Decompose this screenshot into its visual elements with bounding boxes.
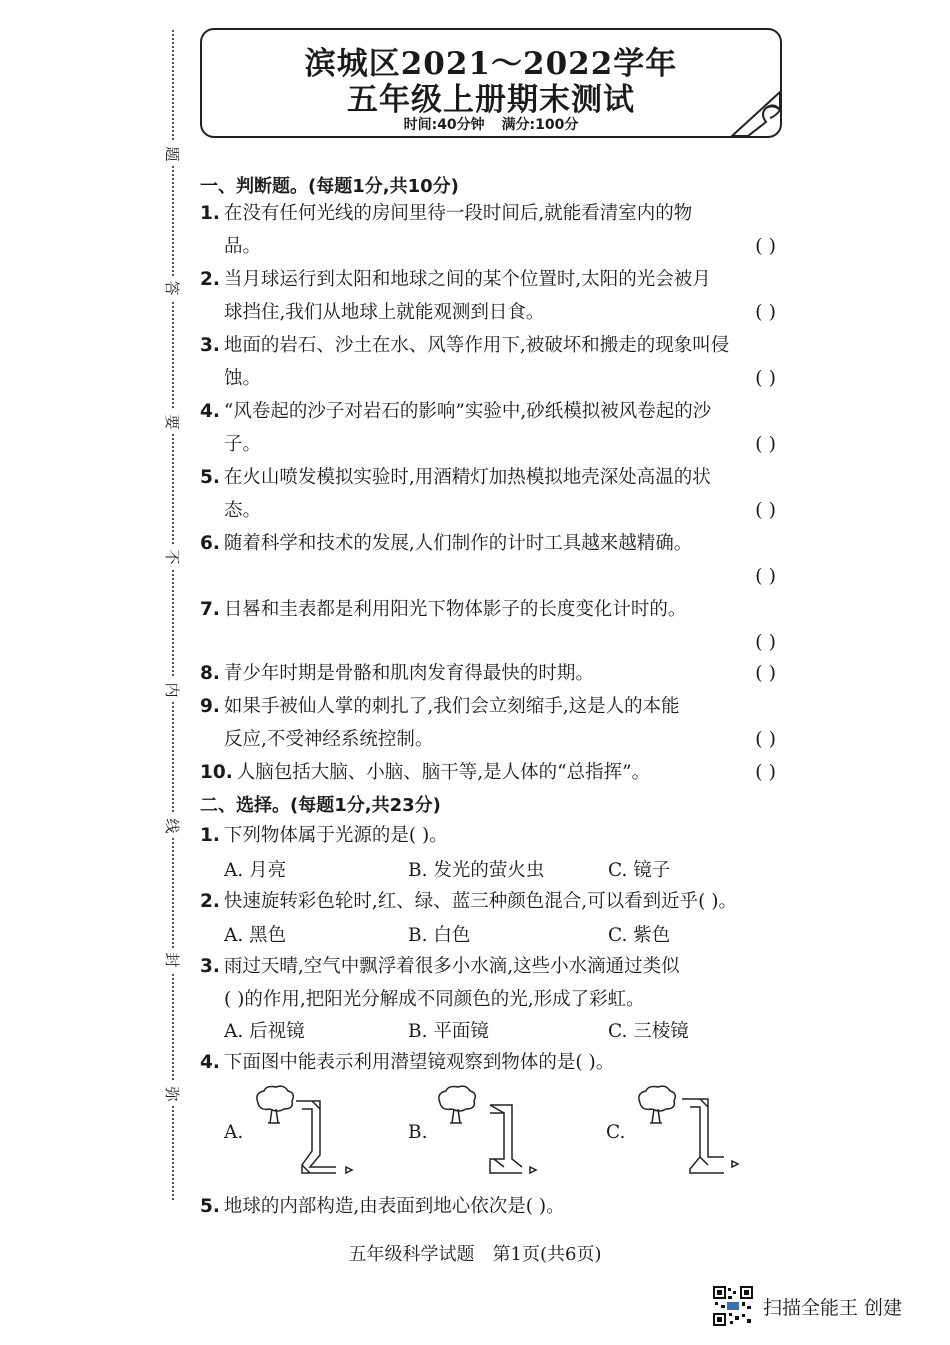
- option-a[interactable]: A. 黑色: [224, 925, 287, 946]
- option-c[interactable]: C. 紫色: [608, 925, 671, 946]
- qr-code-icon: [713, 1286, 753, 1326]
- binding-char: 题: [160, 142, 184, 166]
- answer-paren[interactable]: ( ): [755, 499, 776, 521]
- exam-info: [202, 114, 780, 134]
- binding-char: 内: [160, 678, 184, 702]
- answer-paren[interactable]: ( ): [755, 761, 776, 783]
- tree-icon: [639, 1086, 675, 1123]
- periscope-diagram-c: [632, 1085, 748, 1177]
- option-b[interactable]: B. 发光的萤火虫: [408, 860, 545, 881]
- section-2-title: 二、选择。(每题1分,共23分): [200, 795, 441, 816]
- binding-char: 弥: [160, 1082, 184, 1106]
- judge-question-4: 4. “风卷起的沙子对岩石的影响”实验中,砂纸模拟被风卷起的沙 子。 ( ): [200, 395, 780, 461]
- judge-question-10: 10. 人脑包括大脑、小脑、脑干等,是人体的“总指挥”。 ( ): [200, 756, 780, 789]
- tree-icon: [257, 1086, 293, 1123]
- answer-paren[interactable]: ( ): [755, 565, 776, 587]
- judge-question-5: 5. 在火山喷发模拟实验时,用酒精灯加热模拟地壳深处高温的状 态。 ( ): [200, 461, 780, 527]
- option-c[interactable]: C. 三棱镜: [608, 1021, 689, 1042]
- choice-question-5: 5. 地球的内部构造,由表面到地心依次是( )。: [200, 1196, 565, 1217]
- answer-paren[interactable]: ( ): [755, 367, 776, 389]
- binding-char: 答: [160, 276, 184, 300]
- title-banner: [200, 28, 782, 138]
- judge-question-8: 8. 青少年时期是骨骼和肌肉发育得最快的时期。 ( ): [200, 657, 780, 690]
- option-b[interactable]: B. 白色: [408, 925, 471, 946]
- page-footer: 五年级科学试题 第1页(共6页): [348, 1244, 602, 1265]
- option-b[interactable]: B. 平面镜: [408, 1021, 489, 1042]
- scanner-watermark: [713, 1286, 902, 1326]
- judge-question-6: 6. 随着科学和技术的发展,人们制作的计时工具越来越精确。 ( ): [200, 527, 780, 560]
- option-a[interactable]: A. 后视镜: [224, 1021, 305, 1042]
- answer-paren[interactable]: ( ): [755, 301, 776, 323]
- choice-question-2: 2. 快速旋转彩色轮时,红、绿、蓝三种颜色混合,可以看到近乎( )。: [200, 891, 737, 912]
- judge-question-2: 2. 当月球运行到太阳和地球之间的某个位置时,太阳的光会被月 球挡住,我们从地球上就能观测到日食。 ( ): [200, 263, 780, 329]
- binding-char: 不: [160, 545, 184, 569]
- binding-char: 线: [160, 814, 184, 838]
- tree-icon: [439, 1086, 475, 1123]
- periscope-diagram-a: [250, 1085, 362, 1177]
- judge-question-9: 9. 如果手被仙人掌的刺扎了,我们会立刻缩手,这是人的本能 反应,不受神经系统控制。 ( ): [200, 690, 780, 756]
- periscope-diagram-b: [432, 1085, 544, 1177]
- exam-subtitle: 五年级上册期末测试: [347, 82, 635, 118]
- answer-paren[interactable]: ( ): [755, 235, 776, 257]
- watermark-text: 扫描全能王 创建: [763, 1296, 903, 1319]
- judge-question-7: 7. 日晷和圭表都是利用阳光下物体影子的长度变化计时的。 ( ): [200, 593, 780, 626]
- diagram-label-b[interactable]: B.: [408, 1122, 428, 1143]
- answer-paren[interactable]: ( ): [755, 728, 776, 750]
- binding-char: 要: [160, 410, 184, 434]
- judge-question-3: 3. 地面的岩石、沙土在水、风等作用下,被破坏和搬走的现象叫侵 蚀。 ( ): [200, 329, 780, 395]
- exam-title: 滨城区2021～2022学年: [304, 46, 678, 82]
- choice-question-3: 3. 雨过天晴,空气中飘浮着很多小水滴,这些小水滴通过类似 ( )的作用,把阳光分解成不同颜色的光,形成了彩虹。: [200, 956, 680, 1010]
- answer-paren[interactable]: ( ): [755, 662, 776, 684]
- choice-question-4: 4. 下面图中能表示利用潜望镜观察到物体的是( )。: [200, 1052, 615, 1073]
- page-curl-icon: [730, 90, 782, 138]
- diagram-label-c[interactable]: C.: [606, 1122, 626, 1143]
- exam-score: 满分:100分: [501, 117, 579, 133]
- choice-question-1: 1. 下列物体属于光源的是( )。: [200, 825, 448, 846]
- answer-paren[interactable]: ( ): [755, 433, 776, 455]
- diagram-label-a[interactable]: A.: [224, 1122, 244, 1143]
- section-1-title: 一、判断题。(每题1分,共10分): [200, 176, 459, 197]
- binding-line: [172, 30, 174, 1200]
- answer-paren[interactable]: ( ): [755, 631, 776, 653]
- option-a[interactable]: A. 月亮: [224, 860, 287, 881]
- judge-question-1: 1. 在没有任何光线的房间里待一段时间后,就能看清室内的物 品。 ( ): [200, 197, 780, 263]
- binding-char: 封: [160, 948, 184, 972]
- exam-time: 时间:40分钟: [403, 117, 485, 133]
- option-c[interactable]: C. 镜子: [608, 860, 671, 881]
